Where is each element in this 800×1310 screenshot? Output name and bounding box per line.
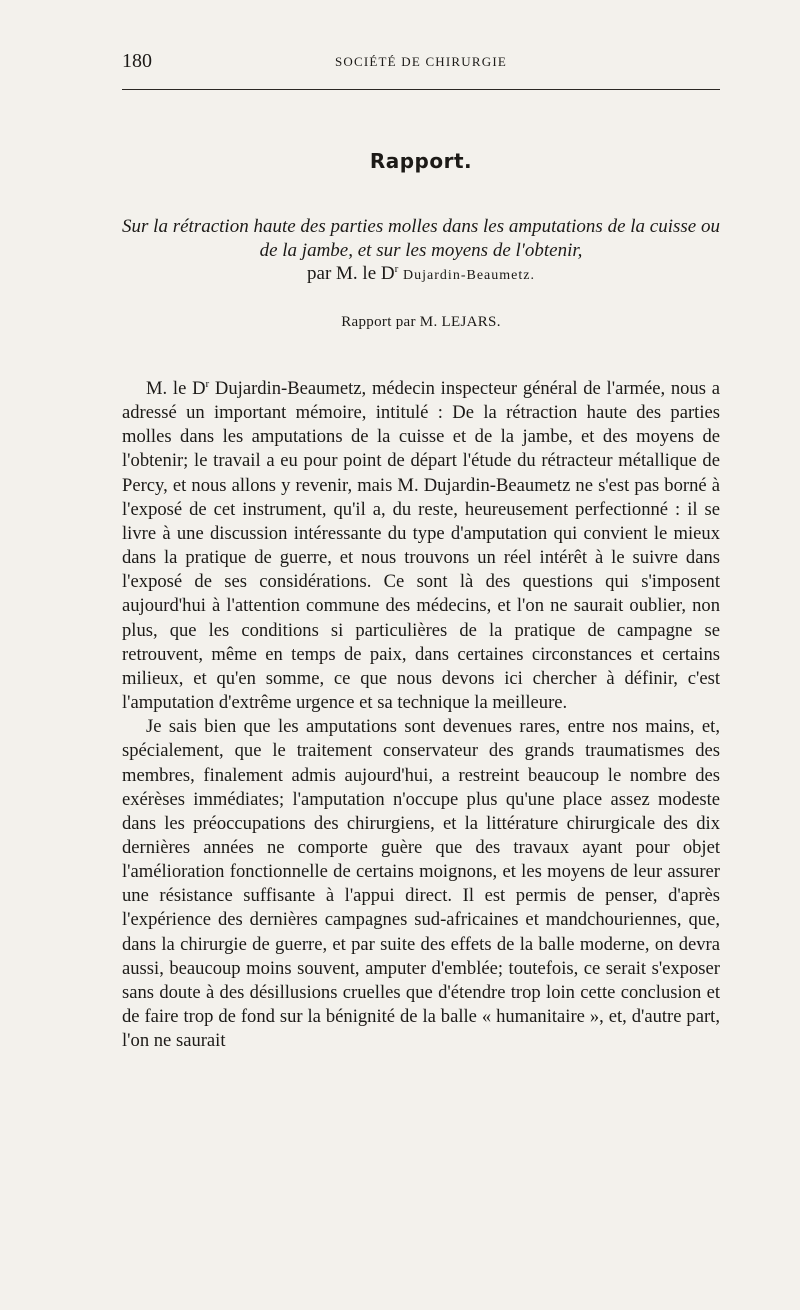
paragraph-text: Dujardin-Beaumetz, médecin inspecteur général de l'armée, nous a adressé un important mémoire, intitulé : De la rétraction haute des parties molles dans les amputations de la cuisse et de la jambe, et des moyens de l'obtenir; le travail a eu pour point de départ l'étude du rétracteur métallique de Percy, et nous allons y revenir, mais M. Dujardin-Beaumetz ne s'est pas borné à l'exposé de cet instrument, qu'il a, du reste, heureusement perfectionné : il se livre à une discussion intéressante du type d'amputation qui convient le mieux dans la pratique de guerre, et nous trouvons un réel intérêt à le suivre dans l'exposé de ses considérations. Ce sont là des questions qui s'imposent aujourd'hui à l'attention commune des médecins, et l'on ne saurait oublier, non plus, que les conditions si particulières de la pratique de campagne se retrouvent, même en temps de paix, dans certaines circonstances et certains milieux, et qu'en somme, ce que nous devons ici chercher à définir, c'est l'amputation d'extrême urgence et sa technique la meilleure. xyxy=(122,378,720,714)
subtitle-by-prefix: par M. le D xyxy=(307,263,395,284)
paragraph-lead: M. le D xyxy=(146,378,206,399)
subtitle-doctor-superscript: r xyxy=(394,263,399,275)
report-subtitle xyxy=(122,215,720,288)
running-title: SOCIÉTÉ DE CHIRURGIE xyxy=(334,54,508,69)
subtitle-author-name: Dujardin-Beaumetz. xyxy=(403,268,535,283)
paragraph xyxy=(122,715,720,1053)
page-number: 180 xyxy=(122,50,152,72)
reporter-line: Rapport par M. LEJARS. xyxy=(341,314,501,330)
header-rule xyxy=(122,89,720,90)
subtitle-italic-text: Sur la rétraction haute des parties molles dans les amputations de la cuisse ou de la jambe, et sur les moyens de l'obtenir, xyxy=(122,216,720,261)
body-text xyxy=(122,377,720,1053)
running-header xyxy=(122,50,720,76)
section-heading: Rapport. xyxy=(369,149,473,173)
paragraph-lead-superscript: r xyxy=(205,378,210,390)
paragraph-text: Je sais bien que les amputations sont devenues rares, entre nos mains, et, spécialement, que le traitement conservateur des grands traumatismes des membres, finalement admis aujourd'hui, a restreint beaucoup le nombre des exérèses immédiates; l'amputation n'occupe plus qu'une place assez modeste dans les préoccupations des chirurgiens, et la littérature chirurgicale des dix dernières années ne comporte guère que des travaux ayant pour objet l'amélioration fonctionnelle de certains moignons, et les moyens de leur assurer une résistance suffisante à l'appui direct. Il est permis de penser, d'après l'expérience des dernières campagnes sud-africaines et mandchouriennes, que, dans la chirurgie de guerre, et par suite des effets de la balle moderne, on devra aussi, beaucoup moins souvent, amputer d'emblée; toutefois, ce serait s'exposer sans doute à des désillusions cruelles que d'étendre trop loin cette conclusion et de faire trop de fond sur la bénignité de la balle « humanitaire », et, d'autre part, l'on ne saurait xyxy=(122,716,720,1052)
paragraph xyxy=(122,377,720,715)
